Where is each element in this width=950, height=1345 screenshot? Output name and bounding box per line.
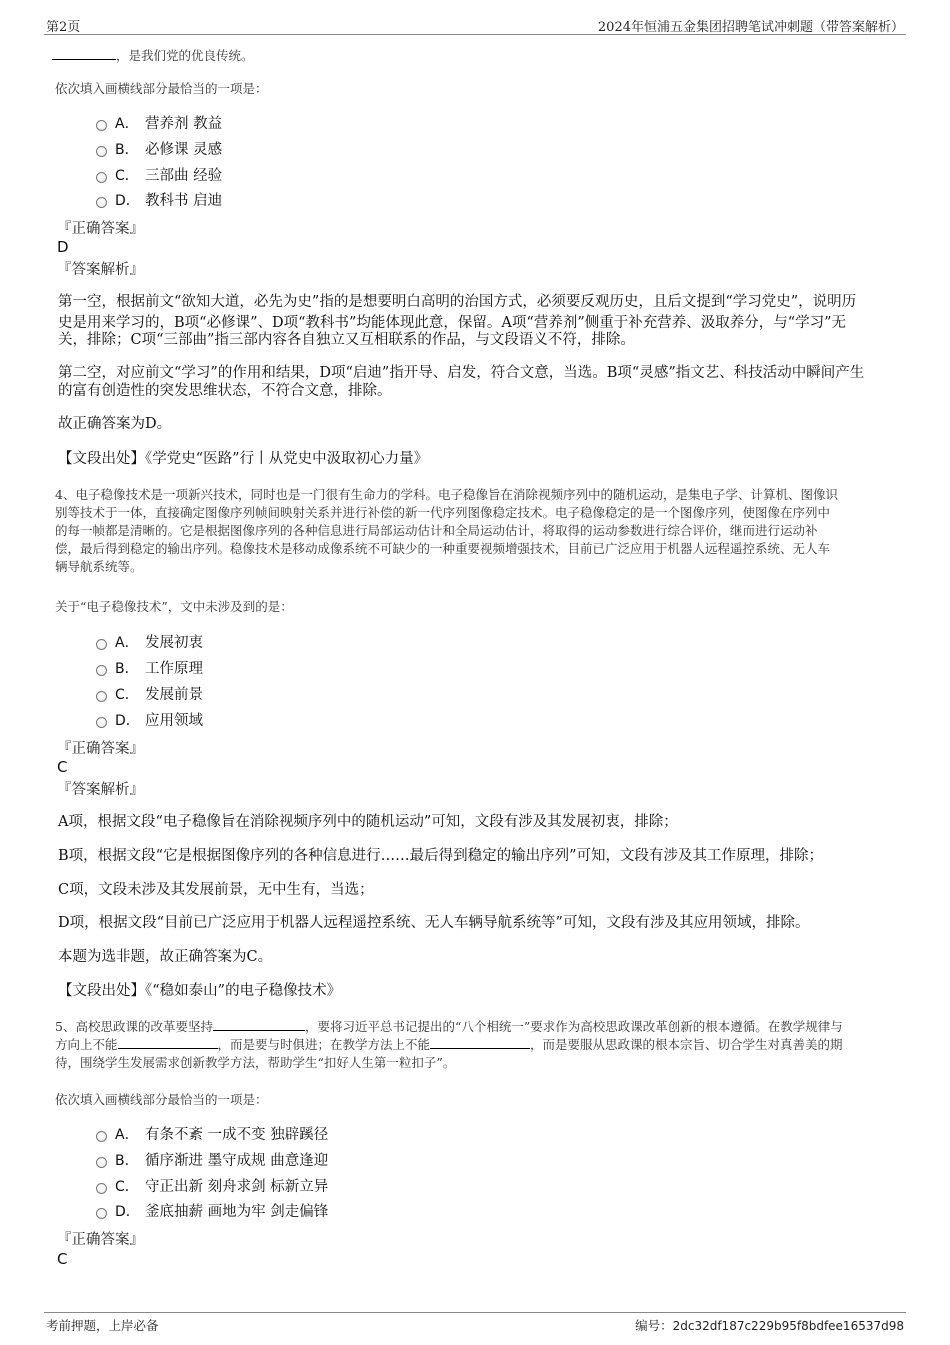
q5-option-d[interactable]: [96, 1201, 328, 1223]
option-text: 教科书 启迪: [145, 193, 223, 209]
option-text: 守正出新 刻舟求剑 标新立异: [145, 1179, 329, 1195]
option-text: 工作原理: [145, 661, 203, 677]
q5-stem-text: 方向上不能: [55, 1037, 118, 1052]
radio-icon[interactable]: [96, 1208, 107, 1219]
q5-prompt: 依次填入画横线部分最恰当的一项是：: [55, 1092, 268, 1107]
document-code-label: 编号：: [635, 1318, 673, 1333]
option-letter: B．: [115, 142, 139, 158]
q3-analysis-conclusion: 故正确答案为D。: [58, 416, 172, 432]
option-text: 釜底抽薪 画地为牢 剑走偏锋: [145, 1204, 329, 1220]
option-letter: D．: [115, 713, 140, 729]
q3-analysis-line: 的富有创造性的突发思维状态，不符合文意，排除。: [58, 383, 392, 399]
radio-icon[interactable]: [96, 1131, 107, 1142]
q4-analysis-line: A项，根据文段“电子稳像旨在消除视频序列中的随机运动”可知，文段有涉及其发展初衷，排除；: [58, 814, 678, 830]
q3-prompt: 依次填入画横线部分最恰当的一项是：: [55, 81, 268, 96]
q4-option-b[interactable]: [96, 658, 203, 680]
radio-icon[interactable]: [96, 665, 107, 676]
option-letter: C．: [115, 687, 139, 703]
page-number: 第2页: [46, 20, 81, 35]
q3-source: 【文段出处】《学党史“医路”行丨从党史中汲取初心力量》: [58, 451, 429, 467]
q4-stem-line: 4、电子稳像技术是一项新兴技术，同时也是一门很有生命力的学科。电子稳像旨在消除视频序列中的随机运动，是集电子学、计算机、图像识: [55, 487, 838, 502]
q3-stem-text: ，是我们党的优良传统。: [116, 48, 254, 63]
q5-stem-line-1: [55, 1017, 843, 1036]
q5-stem-line-2: [55, 1035, 843, 1054]
q5-option-a[interactable]: [96, 1124, 328, 1146]
q5-stem-text: 5、高校思政课的改革要坚持: [55, 1019, 213, 1034]
option-text: 三部曲 经验: [145, 168, 223, 184]
q4-answer-label: 『正确答案』: [57, 741, 144, 757]
q4-analysis-line: D项，根据文段“目前已广泛应用于机器人远程遥控系统、无人车辆导航系统等”可知，文段有涉及其应用领域，排除。: [58, 915, 810, 931]
q5-answer: C: [57, 1250, 68, 1268]
q4-stem-line: 别等技术于一体，直接确定图像序列帧间映射关系并进行补偿的新一代序列图像稳定技术。电子稳像稳定的是一个图像序列，使图像在序列中: [55, 505, 831, 520]
document-code-value: 2dc32df187c229b95f8bdfee16537d98: [672, 1319, 904, 1333]
q3-option-c[interactable]: [96, 165, 222, 187]
q4-stem-line: 辆导航系统等。: [55, 559, 143, 574]
q3-answer: D: [57, 238, 69, 256]
q5-answer-label: 『正确答案』: [57, 1232, 144, 1248]
radio-icon[interactable]: [96, 146, 107, 157]
page-header: [44, 14, 906, 35]
fill-blank: [52, 47, 116, 60]
q4-source: 【文段出处】《“稳如泰山”的电子稳像技术》: [58, 983, 342, 999]
q4-analysis-label: 『答案解析』: [57, 782, 144, 798]
option-text: 循序渐进 墨守成规 曲意逢迎: [145, 1153, 329, 1169]
q3-option-d[interactable]: [96, 190, 222, 212]
footer-slogan: 考前押题，上岸必备: [46, 1318, 159, 1333]
q4-prompt: 关于“电子稳像技术”，文中未涉及到的是：: [55, 599, 293, 614]
radio-icon[interactable]: [96, 1157, 107, 1168]
option-letter: C．: [115, 1179, 139, 1195]
q4-analysis-line: C项，文段未涉及其发展前景，无中生有，当选；: [58, 882, 374, 898]
radio-icon[interactable]: [96, 197, 107, 208]
fill-blank: [430, 1036, 530, 1049]
option-letter: B．: [115, 1153, 139, 1169]
q3-option-b[interactable]: [96, 139, 222, 161]
q3-answer-label: 『正确答案』: [57, 221, 144, 237]
q3-analysis-line: 第一空，根据前文“欲知大道，必先为史”指的是想要明白高明的治国方式，必须要反观历史，且后文提到“学习党史”，说明历: [58, 294, 857, 310]
q5-stem-text: ，而是要与时俱进；在教学方法上不能: [217, 1037, 431, 1052]
option-letter: C．: [115, 168, 139, 184]
q4-stem-line: 偿，最后得到稳定的输出序列。稳像技术是移动成像系统不可缺少的一种重要视频增强技术，目前已广泛应用于机器人远程遥控系统、无人车: [55, 541, 831, 556]
option-text: 应用领域: [145, 713, 203, 729]
q3-analysis-line: 史是用来学习的，B项“必修课”、D项“教科书”均能体现此意，保留。A项“营养剂”侧重于补充营养、汲取养分，与“学习”无: [58, 315, 847, 331]
option-letter: D．: [115, 1204, 140, 1220]
radio-icon[interactable]: [96, 172, 107, 183]
q5-stem-text: ，而是要服从思政课的根本宗旨、切合学生对真善美的期: [530, 1037, 843, 1052]
q5-option-c[interactable]: [96, 1176, 328, 1198]
radio-icon[interactable]: [96, 1183, 107, 1194]
q4-answer: C: [57, 758, 68, 776]
q4-option-a[interactable]: [96, 632, 203, 654]
document-title: 2024年恒浦五金集团招聘笔试冲刺题（带答案解析）: [597, 20, 904, 35]
q5-option-b[interactable]: [96, 1150, 328, 1172]
option-text: 必修课 灵感: [145, 142, 223, 158]
option-text: 发展前景: [145, 687, 203, 703]
q3-stem-tail: [52, 46, 254, 65]
fill-blank: [213, 1018, 305, 1031]
q3-option-a[interactable]: [96, 113, 222, 135]
fill-blank: [118, 1036, 218, 1049]
radio-icon[interactable]: [96, 717, 107, 728]
option-letter: A．: [115, 635, 139, 651]
radio-icon[interactable]: [96, 691, 107, 702]
option-letter: A．: [115, 116, 139, 132]
q4-analysis-line: B项，根据文段“它是根据图像序列的各种信息进行……最后得到稳定的输出序列”可知，文段有涉及其工作原理，排除；: [58, 848, 823, 864]
option-letter: B．: [115, 661, 139, 677]
page-footer: [44, 1312, 906, 1333]
q4-stem-line: 的每一帧都是清晰的。它是根据图像序列的各种信息进行局部运动估计和全局运动估计，将取得的运动参数进行综合评价，继而进行运动补: [55, 523, 818, 538]
radio-icon[interactable]: [96, 639, 107, 650]
radio-icon[interactable]: [96, 120, 107, 131]
q5-stem-text: ，要将习近平总书记提出的“八个相统一”要求作为高校思政课改革创新的根本遵循。在教学规律与: [304, 1019, 843, 1034]
option-text: 有条不紊 一成不变 独辟蹊径: [145, 1127, 329, 1143]
q4-option-c[interactable]: [96, 684, 203, 706]
q5-stem-line-3: 待，围绕学生发展需求创新教学方法，帮助学生“扣好人生第一粒扣子”。: [55, 1055, 456, 1070]
q3-analysis-line: 关，排除；C项“三部曲”指三部内容各自独立又互相联系的作品，与文段语义不符，排除。: [58, 332, 635, 348]
document-code: [635, 1316, 904, 1334]
q4-option-d[interactable]: [96, 710, 203, 732]
q3-analysis-line: 第二空，对应前文“学习”的作用和结果，D项“启迪”指开导、启发，符合文意，当选。B项“灵感”指文艺、科技活动中瞬间产生: [58, 365, 865, 381]
option-letter: A．: [115, 1127, 139, 1143]
q3-analysis-label: 『答案解析』: [57, 262, 144, 278]
option-text: 发展初衷: [145, 635, 203, 651]
option-letter: D．: [115, 193, 140, 209]
option-text: 营养剂 教益: [145, 116, 223, 132]
q4-analysis-conclusion: 本题为选非题，故正确答案为C。: [58, 949, 273, 965]
